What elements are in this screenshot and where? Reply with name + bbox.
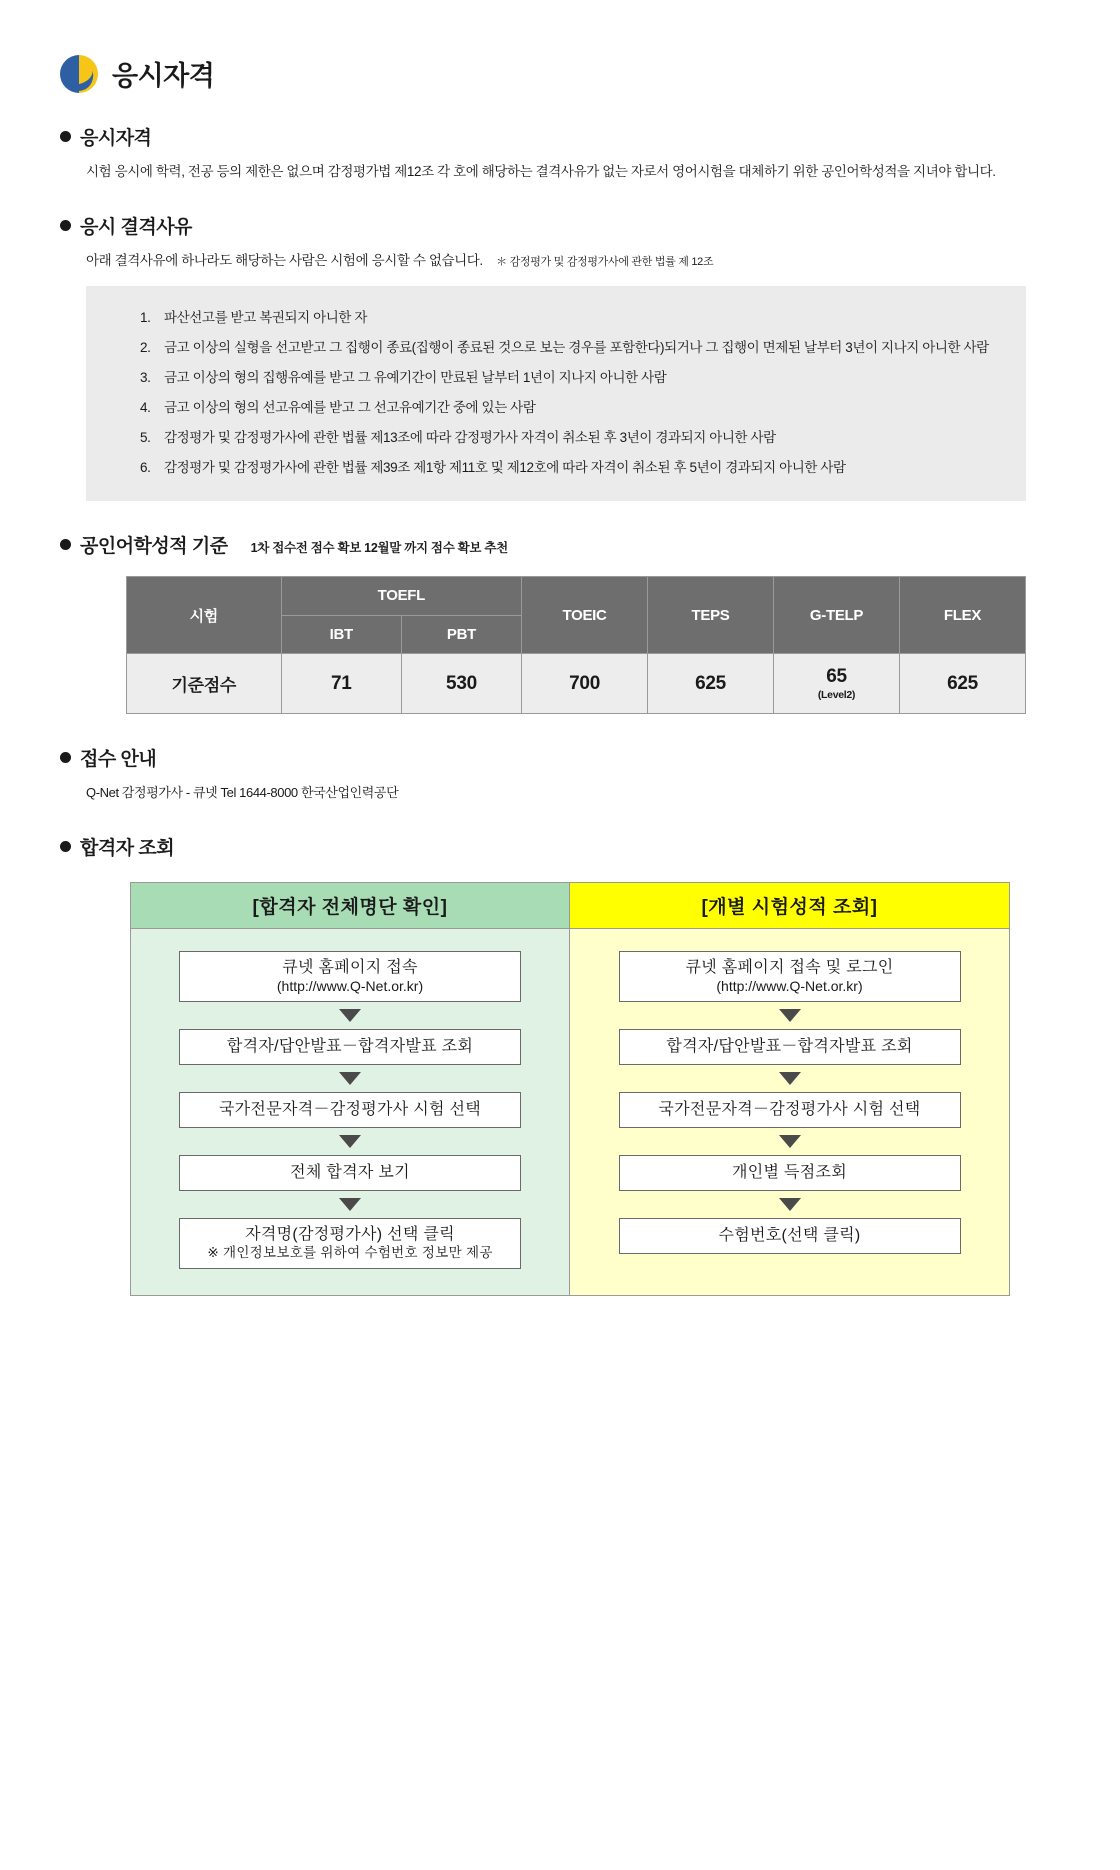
flow-step (619, 1155, 961, 1191)
section-disqualification-head (60, 212, 1060, 239)
table-header-teps: TEPS (648, 577, 774, 654)
flow-step-main: 개인별 득점조회 (731, 1164, 848, 1182)
section-application-info (60, 744, 1060, 803)
section-result-lookup (60, 833, 1060, 1296)
flow-column-individual-score-title: [개별 시험성적 조회] (570, 883, 1009, 929)
arrow-down-icon (779, 1135, 801, 1148)
list-item (140, 423, 1004, 453)
flow-column-all-list-title: [합격자 전체명단 확인] (131, 883, 569, 929)
section-language-score-title: 공인어학성적 기준 (80, 536, 228, 558)
bullet-icon (60, 841, 71, 852)
table-header-toeic: TOEIC (522, 577, 648, 654)
flow-step-sub: ※ 개인정보보호를 위하여 수험번호 정보만 제공 (207, 1245, 493, 1261)
disqualification-list-box (86, 286, 1026, 502)
list-item-number: 1. (140, 310, 151, 325)
section-eligibility-head (60, 123, 1060, 150)
table-cell-toeic: 700 (522, 654, 648, 714)
table-cell-flex: 625 (899, 654, 1025, 714)
disqualification-lead-text: 아래 결격사유에 하나라도 해당하는 사람은 시험에 응시할 수 없습니다. (86, 253, 483, 269)
flow-step-main: 국가전문자격－감정평가사 시험 선택 (658, 1101, 921, 1119)
language-score-table (126, 576, 1026, 714)
section-disqualification-title: 응시 결격사유 (80, 217, 192, 239)
flow-step (179, 951, 521, 1003)
table-header-pbt: PBT (401, 615, 521, 654)
table-cell-teps: 625 (648, 654, 774, 714)
section-eligibility-body: 시험 응시에 학력, 전공 등의 제한은 없으며 감정평가법 제12조 각 호에 해당하는 결격사유가 없는 자로서 영어시험을 대체하기 위한 공인어학성적을 지녀야 합니다. (86, 164, 996, 179)
list-item (140, 333, 1004, 363)
flow-step (619, 951, 961, 1003)
section-eligibility-title: 응시자격 (80, 128, 152, 149)
section-result-lookup-head (60, 833, 1060, 860)
flow-column-all-list (131, 883, 570, 1295)
list-item (140, 393, 1004, 423)
bullet-icon (60, 220, 71, 231)
flow-column-individual-score (570, 883, 1009, 1295)
arrow-down-icon (339, 1198, 361, 1211)
flow-step-main: 수험번호(선택 클릭) (718, 1227, 861, 1245)
flow-step-main: 큐넷 홈페이지 접속 (282, 958, 418, 976)
arrow-down-icon (339, 1009, 361, 1022)
table-header-ibt: IBT (281, 615, 401, 654)
section-language-score-note: 1차 접수전 점수 확보 12월말 까지 점수 확보 추천 (250, 541, 508, 556)
flow-step (619, 1092, 961, 1128)
flow-column-individual-score-body (570, 929, 1009, 1295)
section-eligibility (60, 123, 1060, 182)
table-header-row-1 (127, 577, 1026, 616)
list-item (140, 304, 1004, 334)
table-header-flex: FLEX (899, 577, 1025, 654)
section-disqualification-lead (86, 251, 1060, 271)
flow-column-all-list-body (131, 929, 569, 1295)
section-result-lookup-title: 합격자 조회 (80, 837, 175, 859)
table-header-exam: 시험 (127, 577, 282, 654)
table-row-label: 기준점수 (127, 654, 282, 714)
table-cell-gtelp (774, 654, 900, 714)
table-header-gtelp: G-TELP (774, 577, 900, 654)
list-item-text: 금고 이상의 실형을 선고받고 그 집행이 종료(집행이 종료된 것으로 보는 경우를 포함한다)되거나 그 집행이 면제된 날부터 3년이 지나지 아니한 사람 (164, 339, 989, 355)
result-lookup-flowchart (130, 882, 1010, 1296)
table-cell-pbt: 530 (401, 654, 521, 714)
bullet-icon (60, 539, 71, 550)
flow-step-main: 전체 합격자 보기 (290, 1164, 410, 1182)
section-application-info-head (60, 744, 1060, 771)
flow-step (179, 1155, 521, 1191)
bullet-icon (60, 131, 71, 142)
list-item-text: 감정평가 및 감정평가사에 관한 법률 제13조에 따라 감정평가사 자격이 취소된 후 3년이 경과되지 아니한 사람 (164, 429, 776, 445)
flow-step-main: 큐넷 홈페이지 접속 및 로그인 (685, 958, 894, 976)
flow-step-main: 합격자/답안발표－합격자발표 조회 (666, 1038, 913, 1056)
list-item-number: 3. (140, 369, 151, 385)
list-item (140, 453, 1004, 483)
arrow-down-icon (339, 1072, 361, 1085)
list-item-number: 6. (140, 459, 151, 475)
table-cell-ibt: 71 (281, 654, 401, 714)
bullet-icon (60, 752, 71, 763)
arrow-down-icon (779, 1198, 801, 1211)
table-cell-gtelp-value: 65 (826, 666, 847, 688)
section-application-info-title: 접수 안내 (80, 749, 157, 771)
circle-logo-icon (60, 55, 98, 93)
list-item-number: 4. (140, 399, 151, 415)
flow-step (179, 1092, 521, 1128)
flow-step-main: 자격명(감정평가사) 선택 클릭 (245, 1226, 455, 1244)
list-item-number: 5. (140, 429, 151, 445)
flow-step (179, 1218, 521, 1269)
page-title-text: 응시자격 (112, 61, 215, 91)
flow-step (619, 1029, 961, 1065)
list-item-text: 금고 이상의 형의 선고유예를 받고 그 선고유예기간 중에 있는 사람 (164, 399, 536, 415)
arrow-down-icon (779, 1072, 801, 1085)
arrow-down-icon (339, 1135, 361, 1148)
list-item-number: 2. (140, 339, 151, 355)
section-disqualification (60, 212, 1060, 501)
disqualification-lead-note: ＊ 감정평가 및 감정평가사에 관한 법률 제 12조 (496, 256, 714, 269)
list-item-text: 파산선고를 받고 복권되지 아니한 자 (164, 310, 368, 325)
section-language-score-head (60, 531, 1060, 558)
list-item-text: 감정평가 및 감정평가사에 관한 법률 제39조 제1항 제11호 및 제12호에 따라 자격이 취소된 후 5년이 경과되지 아니한 사람 (164, 459, 846, 475)
table-header-toefl: TOEFL (281, 577, 521, 616)
flow-step-main: 국가전문자격－감정평가사 시험 선택 (218, 1101, 482, 1119)
page-title (60, 54, 1060, 93)
flow-step-sub: (http://www.Q-Net.or.kr) (276, 977, 424, 994)
table-row (127, 654, 1026, 714)
section-application-info-body: Q-Net 감정평가사 - 큐넷 Tel 1644-8000 한국산업인력공단 (86, 785, 399, 801)
list-item (140, 363, 1004, 393)
flow-step (619, 1218, 961, 1254)
table-cell-gtelp-level: (Level2) (817, 689, 856, 702)
flow-step (179, 1029, 521, 1065)
list-item-text: 금고 이상의 형의 집행유예를 받고 그 유예기간이 만료된 날부터 1년이 지나지 아니한 사람 (164, 369, 667, 385)
section-language-score (60, 531, 1060, 714)
flow-step-sub: (http://www.Q-Net.or.kr) (716, 977, 863, 994)
language-score-table-wrap (126, 576, 1060, 714)
arrow-down-icon (779, 1009, 801, 1022)
flow-step-main: 합격자/답안발표－합격자발표 조회 (226, 1038, 474, 1056)
